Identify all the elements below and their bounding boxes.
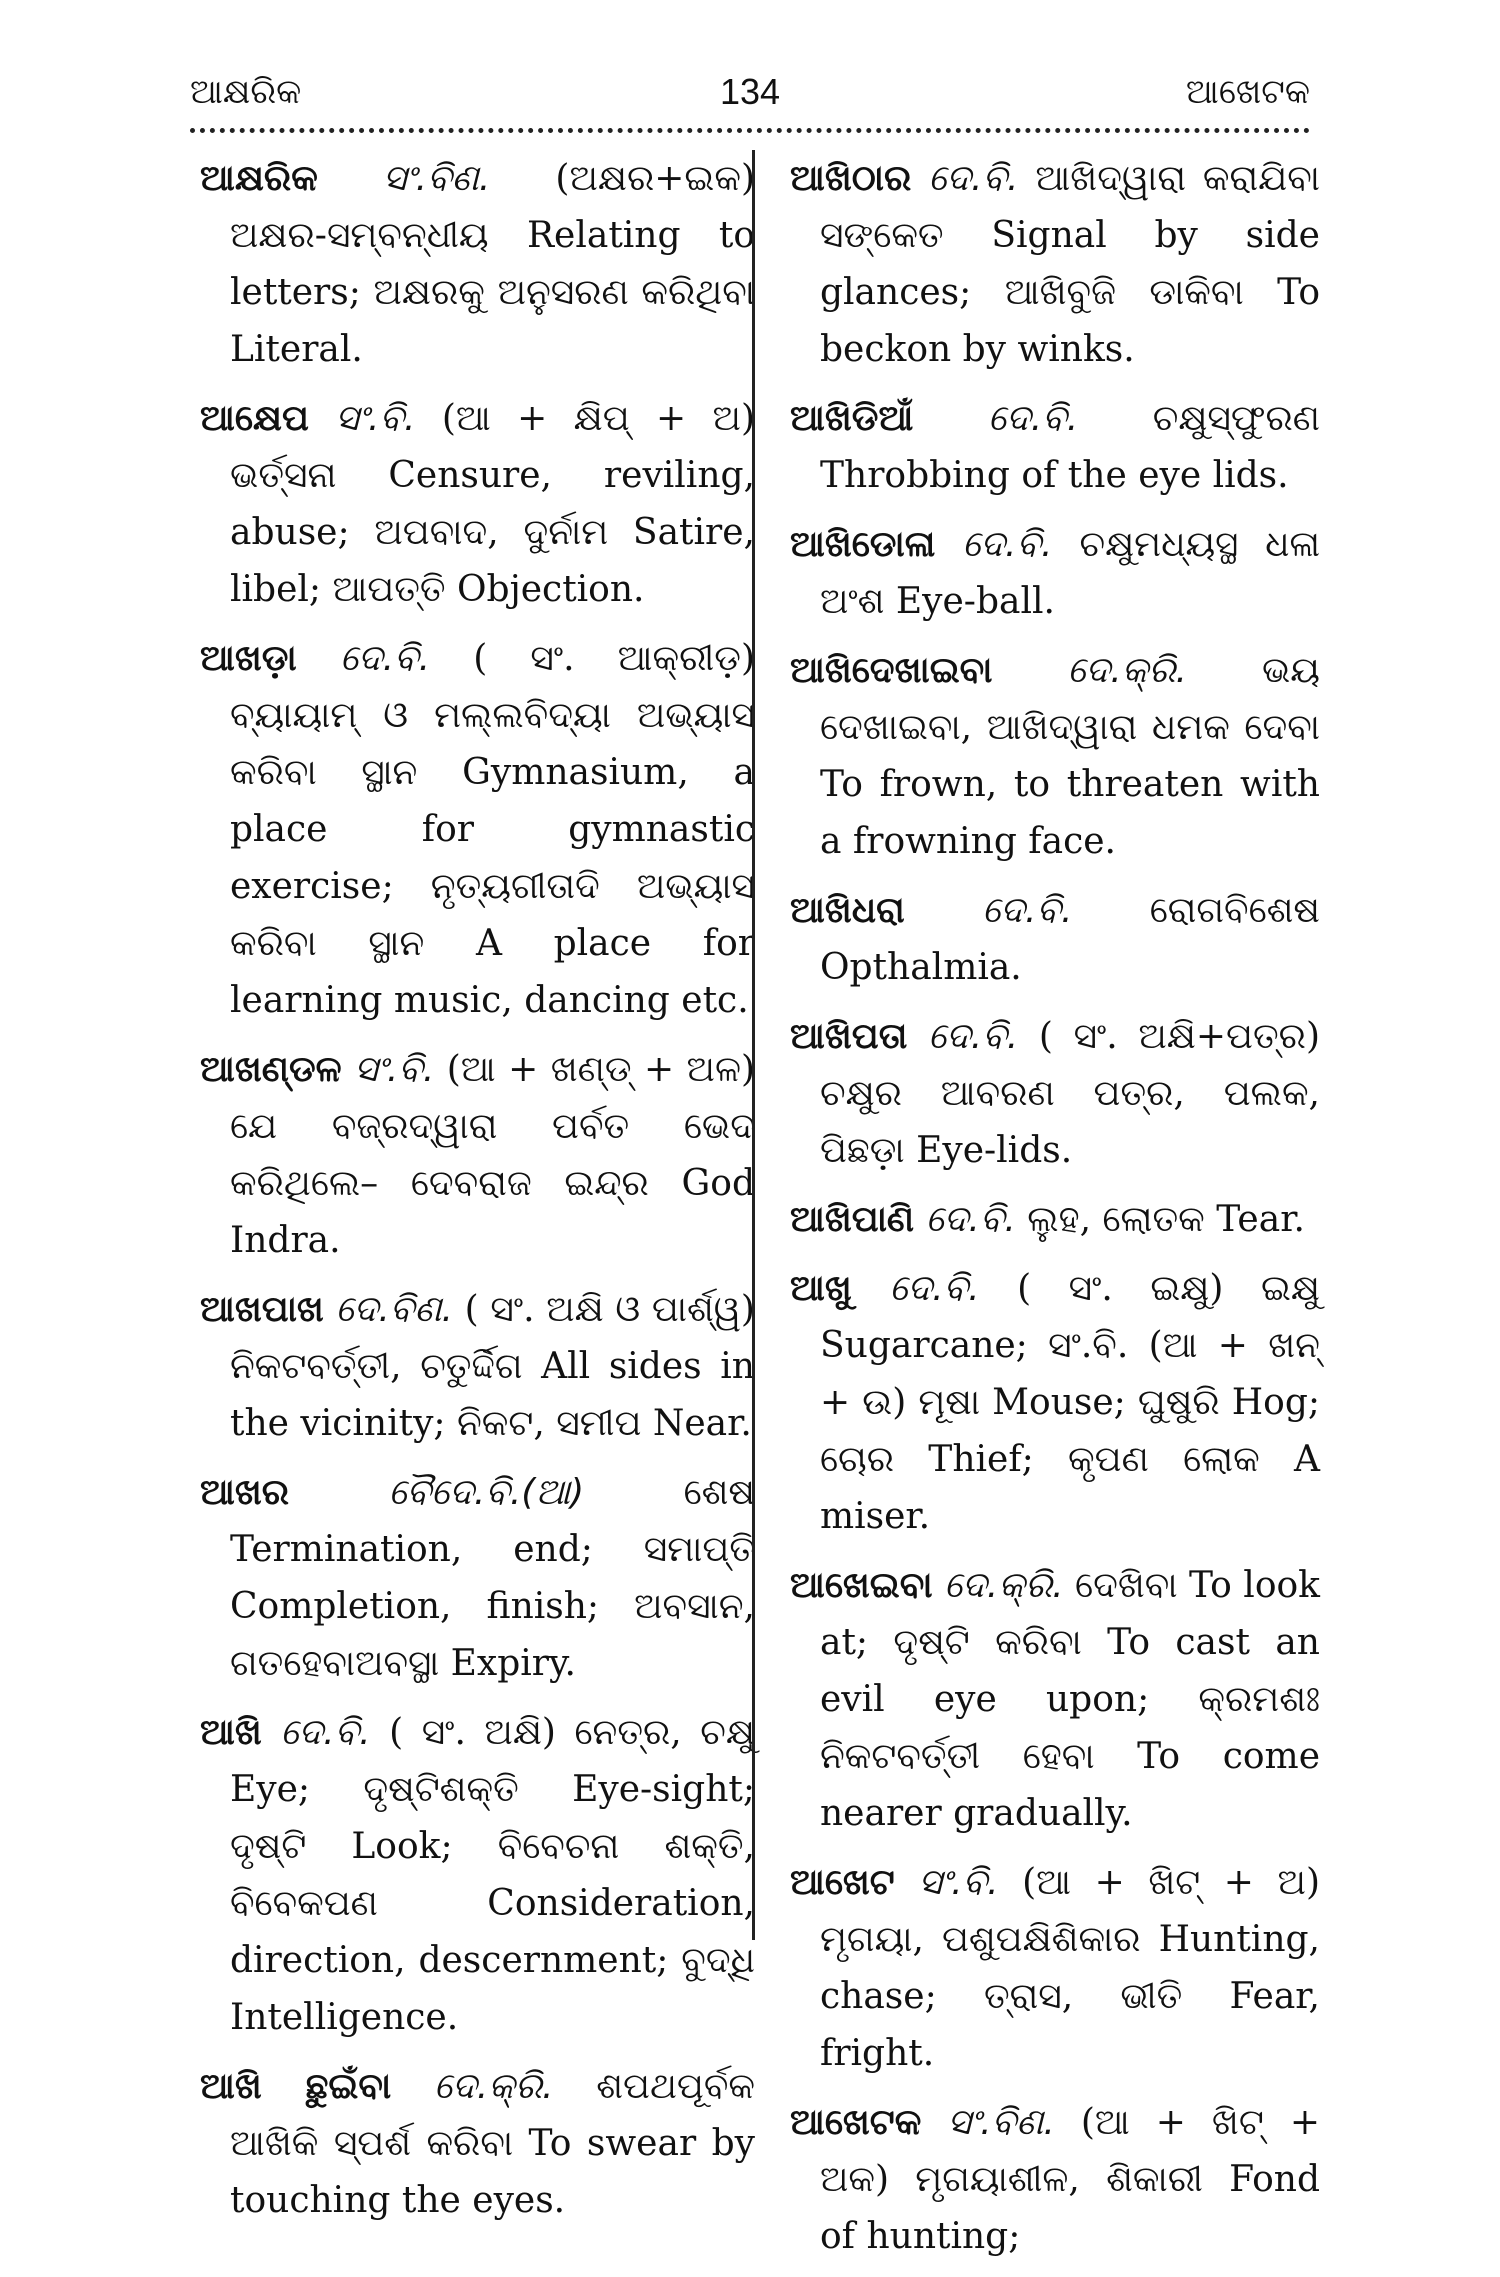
dictionary-entry <box>200 1281 755 1452</box>
entry-grammar-tag: ଦେ.କ୍ରି. <box>1067 650 1187 691</box>
header-dotted-rule <box>190 128 1310 133</box>
dictionary-entry <box>790 516 1320 630</box>
entry-definition: ( ସଂ. ଇକ୍ଷୁ) ଇକ୍ଷୁ Sugarcane; ସଂ.ବି. (ଆ + ଖନ୍ + ଉ) ମୂଷା Mouse; ଘୁଷୁରି Hog; ଚୋର Thief; କୃପଣ ଲୋକ A miser. <box>820 1268 1320 1537</box>
dictionary-entry <box>790 882 1320 996</box>
entry-grammar-tag: ଦେ.ବି. <box>280 1712 371 1753</box>
entry-headword: ଆଖି ଛୁଇଁବା <box>200 2066 392 2107</box>
dictionary-entry <box>200 1704 755 2046</box>
left-column <box>200 150 755 2241</box>
entry-headword: ଆଖଡ଼ା <box>200 638 297 679</box>
entry-grammar-tag: ସଂ.ବିଣ. <box>947 2102 1055 2143</box>
entry-grammar-tag: ଦେ.ବି. <box>962 524 1053 565</box>
entry-grammar-tag: ଦେ.ବିଣ. <box>335 1289 453 1330</box>
entry-definition: ଦେଖିବା To look at; ଦୃଷ୍ଟି କରିବା To cast an evil eye upon; କ୍ରମଶଃ ନିକଟବର୍ତ୍ତୀ ହେବା To come nearer gradually. <box>820 1565 1320 1834</box>
entry-definition: (ଆ + କ୍ଷିପ୍ + ଅ) ଭର୍ତ୍ସନା Censure, reviling, abuse; ଅପବାଦ, ଦୁର୍ନାମ Satire, libel; ଆପତ୍ତି Objection. <box>230 398 755 610</box>
entry-definition: ଚକ୍ଷୁସ୍ଫୁରଣ Throbbing of the eye lids. <box>820 398 1320 496</box>
entry-definition: ଭୟ ଦେଖାଇବା, ଆଖିଦ୍ୱାରା ଧମକ ଦେବା To frown, to threaten with a frowning face. <box>820 650 1320 862</box>
entry-headword: ଆଖିଧରା <box>790 890 905 931</box>
entry-definition: ଶପଥପୂର୍ବକ ଆଖିକି ସ୍ପର୍ଶ କରିବା To swear by touching the eyes. <box>230 2066 755 2221</box>
entry-definition: ( ସଂ. ଅକ୍ଷି ଓ ପାର୍ଶ୍ୱ) ନିକଟବର୍ତ୍ତୀ, ଚତୁର୍ଦ୍ଦିଗ All sides in the vicinity; ନିକଟ, ସମୀପ Near. <box>230 1289 755 1444</box>
entry-headword: ଆଖିଠାର <box>790 158 912 199</box>
entry-grammar-tag: ସଂ.ବି. <box>335 398 416 439</box>
entry-headword: ଆଖୁ <box>790 1268 852 1309</box>
entry-grammar-tag: ଦେ.ବି. <box>928 158 1019 199</box>
entry-definition: (ଆ + ଖିଟ୍ + ଅକ) ମୃଗୟାଶୀଳ, ଶିକାରୀ Fond of hunting; <box>820 2102 1320 2257</box>
entry-definition: ଶେଷ Termination, end; ସମାପ୍ତି Completion, finish; ଅବସାନ, ଗତହେବାଅବସ୍ଥା Expiry. <box>230 1472 755 1684</box>
dictionary-entry <box>790 642 1320 870</box>
entry-grammar-tag: ବୈଦେ.ବି.(ଆ) <box>388 1472 585 1513</box>
entry-headword: ଆକ୍ଷରିକ <box>200 158 318 199</box>
dictionary-entry <box>790 1854 1320 2082</box>
entry-definition: ( ସଂ. ଆକ୍ରୀଡ଼) ବ୍ୟାୟାମ୍ ଓ ମଲ୍ଲବିଦ୍ୟା ଅଭ୍ୟାସ କରିବା ସ୍ଥାନ Gymnasium, a place for gymnastic exercise; ନୃତ୍ୟଗୀତାଦି ଅଭ୍ୟାସ କରିବା ସ୍ଥାନ A place for learning music, dancing etc. <box>230 638 755 1021</box>
entry-definition: ଆଖିଦ୍ୱାରା କରାଯିବା ସଙ୍କେତ Signal by side glances; ଆଖିବୁଜି ଡାକିବା To beckon by winks. <box>820 158 1320 370</box>
right-column <box>790 150 1320 2277</box>
dictionary-entry <box>200 390 755 618</box>
entry-headword: ଆଖପାଖ <box>200 1289 324 1330</box>
entry-grammar-tag: ସଂ.ବି. <box>354 1049 435 1090</box>
dictionary-entry <box>790 150 1320 378</box>
entry-headword: ଆଖିଦେଖାଇବା <box>790 650 993 691</box>
entry-headword: ଆଖିଡୋଳା <box>790 524 936 565</box>
entry-grammar-tag: ଦେ.କ୍ରି. <box>433 2066 554 2107</box>
dictionary-entry <box>200 150 755 378</box>
guide-word-left: ଆକ୍ଷରିକ <box>190 72 302 112</box>
entry-definition: (ଆ + ଖିଟ୍ + ଅ) ମୃଗୟା, ପଶୁପକ୍ଷିଶିକାର Hunting, chase; ତ୍ରାସ, ଭୀତି Fear, fright. <box>820 1862 1320 2074</box>
entry-headword: ଆଖେଟକ <box>790 2102 922 2143</box>
entry-definition: ( ସଂ. ଅକ୍ଷି+ପତ୍ର) ଚକ୍ଷୁର ଆବରଣ ପତ୍ର, ପଲକ, ପିଛଡ଼ା Eye-lids. <box>820 1016 1320 1171</box>
entry-definition: (ଆ + ଖଣ୍ଡ୍ + ଅଳ) ଯେ ବଜ୍ରଦ୍ୱାରା ପର୍ବତ ଭେଦ କରିଥିଲେ– ଦେବରାଜ ଇନ୍ଦ୍ର God Indra. <box>230 1049 755 1261</box>
dictionary-entry <box>790 1008 1320 1179</box>
entry-headword: ଆଖେଇବା <box>790 1565 933 1606</box>
entry-grammar-tag: ଦେ.ବି. <box>925 1199 1016 1240</box>
entry-definition: (ଅକ୍ଷର+ଇକ) ଅକ୍ଷର-ସମ୍ବନ୍ଧୀୟ Relating to letters; ଅକ୍ଷରକୁ ଅନୁସରଣ କରିଥିବା Literal. <box>230 158 755 370</box>
entry-grammar-tag: ସଂ.ବିଣ. <box>382 158 491 199</box>
entry-definition: ରୋଗବିଶେଷ Opthalmia. <box>820 890 1320 988</box>
entry-grammar-tag: ଦେ.ବି. <box>889 1268 980 1309</box>
entry-headword: ଆଖି <box>200 1712 262 1753</box>
entry-headword: ଆଖିଡିଆଁ <box>790 398 914 439</box>
column-divider <box>752 150 755 1940</box>
dictionary-entry <box>200 1041 755 1269</box>
entry-grammar-tag: ଦେ.ବି. <box>339 638 431 679</box>
entry-definition: ଲୁହ, ଲୋତକ Tear. <box>1027 1199 1305 1240</box>
dictionary-entry <box>790 2094 1320 2265</box>
entry-definition: ( ସଂ. ଅକ୍ଷି) ନେତ୍ର, ଚକ୍ଷୁ Eye; ଦୃଷ୍ଟିଶକ୍ତି Eye-sight; ଦୃଷ୍ଟି Look; ବିବେଚନା ଶକ୍ତି, ବିବେକପଣ Consideration, direction, descernment; ବୁଦ୍ଧି Intelligence. <box>230 1712 755 2038</box>
running-head <box>190 62 1310 122</box>
entry-headword: ଆଖେଟ <box>790 1862 895 1903</box>
entry-headword: ଆଖଣ୍ଡଳ <box>200 1049 342 1090</box>
guide-word-right: ଆଖେଟକ <box>1185 72 1310 112</box>
entry-grammar-tag: ଦେ.କ୍ରି. <box>943 1565 1064 1606</box>
dictionary-entry <box>790 390 1320 504</box>
dictionary-entry <box>790 1260 1320 1545</box>
dictionary-entry <box>200 2058 755 2229</box>
entry-headword: ଆକ୍ଷେପ <box>200 398 309 439</box>
dictionary-entry <box>200 1464 755 1692</box>
entry-grammar-tag: ଦେ.ବି. <box>982 890 1073 931</box>
page-number: 134 <box>719 71 781 112</box>
entry-grammar-tag: ଦେ.ବି. <box>927 1016 1019 1057</box>
entry-definition: ଚକ୍ଷୁମଧ୍ୟସ୍ଥ ଧଳା ଅଂଶ Eye-ball. <box>820 524 1321 622</box>
dictionary-entry <box>790 1557 1320 1842</box>
entry-headword: ଆଖର <box>200 1472 290 1513</box>
entry-grammar-tag: ଦେ.ବି. <box>987 398 1079 439</box>
dictionary-entry <box>200 630 755 1029</box>
entry-headword: ଆଖିପତା <box>790 1016 908 1057</box>
entry-grammar-tag: ସଂ.ବି. <box>918 1862 999 1903</box>
dictionary-entry <box>790 1191 1320 1248</box>
entry-headword: ଆଖିପାଣି <box>790 1199 915 1240</box>
